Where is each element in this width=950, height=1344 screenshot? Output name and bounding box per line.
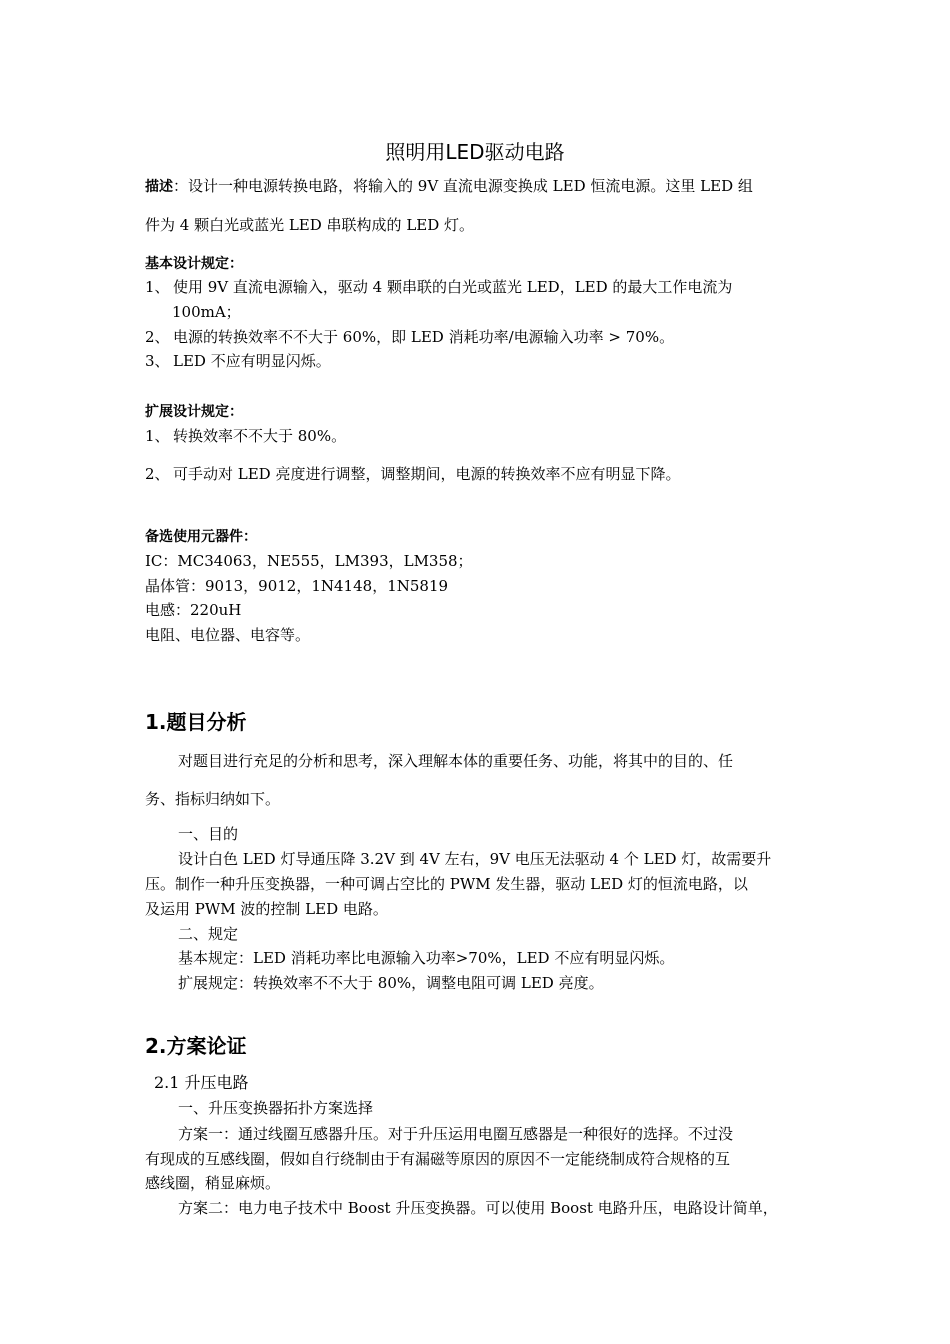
parts-line-transistor: 晶体管：9013，9012，1N4148，1N5819 [145, 577, 449, 595]
goal-label: 一、目的 [178, 825, 239, 843]
parts-line-ic: IC：MC34063，NE555，LM393，LM358； [145, 552, 473, 570]
sec1-para-line-1: 对题目进行充足的分析和思考，深入理解本体的重要任务、功能，将其中的目的、任 [178, 752, 734, 770]
goal-line-1: 设计白色 LED 灯导通压降 3.2V 到 4V 左右，9V 电压无法驱动 4 个 LED 灯，故需要升 [178, 850, 772, 868]
ext-item-2: 2、 可手动对 LED 亮度进行调整，调整期间，电源的转换效率不应有明显下降。 [145, 465, 681, 483]
basic-item-3: 3、 LED 不应有明显闪烁。 [145, 352, 331, 370]
section-2-heading: 2.方案论证 [145, 1034, 247, 1058]
option-1-line-1: 方案一：通过线圈互感器升压。对于升压运用电圈互感器是一种很好的选择。不过没 [178, 1125, 734, 1143]
description-line-2: 件为 4 颗白光或蓝光 LED 串联构成的 LED 灯。 [145, 216, 475, 234]
option-1-line-3: 感线圈，稍显麻烦。 [145, 1174, 281, 1192]
parts-heading: 备选使用元器件： [145, 529, 257, 545]
spec-label: 二、规定 [178, 925, 239, 943]
sec1-para-line-2: 务、指标归纳如下。 [145, 790, 281, 808]
page-title: 照明用LED驱动电路 [385, 140, 565, 164]
section-1-heading: 1.题目分析 [145, 710, 247, 734]
basic-item-1: 1、 使用 9V 直流电源输入，驱动 4 颗串联的白光或蓝光 LED，LED 的最大工作电流为 [145, 278, 733, 296]
parts-line-inductor: 电感：220uH [145, 601, 242, 619]
goal-line-2: 压。制作一种升压变换器，一种可调占空比的 PWM 发生器，驱动 LED 灯的恒流电路，以 [145, 875, 748, 893]
parts-line-other: 电阻、电位器、电容等。 [145, 626, 311, 644]
ext-item-1: 1、 转换效率不不大于 80%。 [145, 427, 347, 445]
ext-heading: 扩展设计规定： [145, 404, 243, 420]
basic-item-1-cont: 100mA； [172, 303, 241, 321]
goal-line-3: 及运用 PWM 波的控制 LED 电路。 [145, 900, 388, 918]
subsection-2-1-heading: 2.1 升压电路 [154, 1073, 249, 1092]
option-1-line-2: 有现成的互感线圈，假如自行绕制由于有漏磁等原因的原因不一定能绕制成符合规格的互 [145, 1150, 731, 1168]
basic-heading: 基本设计规定： [145, 256, 243, 272]
spec-ext: 扩展规定：转换效率不不大于 80%，调整电阻可调 LED 亮度。 [178, 974, 604, 992]
description-label: 描述 [145, 179, 173, 195]
basic-item-2: 2、 电源的转换效率不不大于 60%，即 LED 消耗功率/电源输入功率 > 70%。 [145, 328, 675, 346]
option-2-line-1: 方案二：电力电子技术中 Boost 升压变换器。可以使用 Boost 电路升压，电路设计简单， [178, 1199, 778, 1217]
spec-basic: 基本规定：LED 消耗功率比电源输入功率>70%，LED 不应有明显闪烁。 [178, 949, 675, 967]
topology-label: 一、升压变换器拓扑方案选择 [178, 1099, 374, 1117]
description-line-1: 描述：设计一种电源转换电路，将输入的 9V 直流电源变换成 LED 恒流电源。这里 LED 组 [145, 177, 753, 195]
